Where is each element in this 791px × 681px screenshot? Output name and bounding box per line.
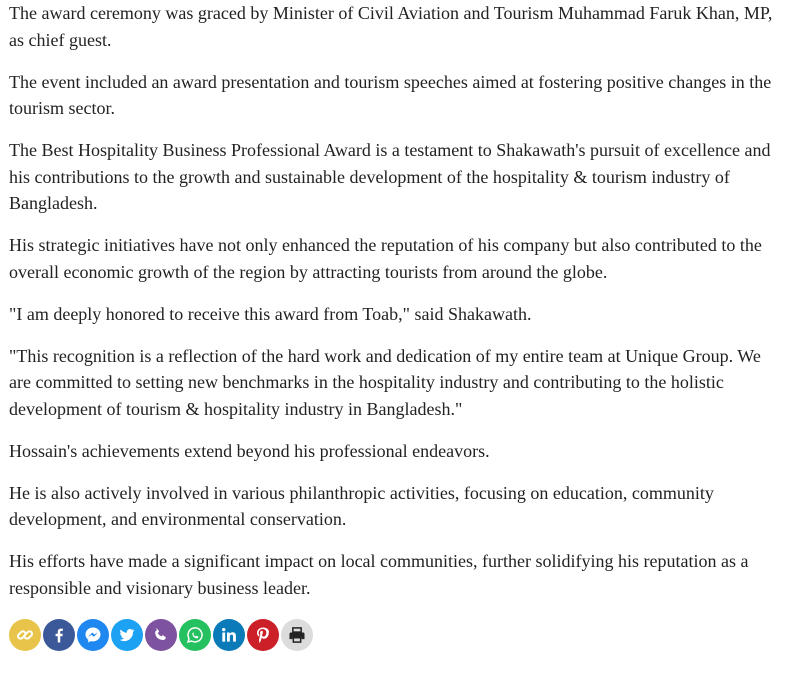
share-whatsapp-button[interactable] (179, 619, 211, 651)
share-bar (9, 618, 313, 652)
article-paragraph: The award ceremony was graced by Minister of Civil Aviation and Tourism Muhammad Faruk Khan, MP, as chief guest. (9, 3, 773, 50)
share-pinterest-button[interactable] (247, 619, 279, 651)
linkedin-icon (219, 625, 239, 645)
messenger-icon (83, 625, 103, 645)
article-paragraph: The event included an award presentation and tourism speeches aimed at fostering positive changes in the tourism sector. (9, 71, 772, 118)
pinterest-icon (253, 625, 273, 645)
print-button[interactable] (281, 619, 313, 651)
share-facebook-button[interactable] (43, 619, 75, 651)
facebook-icon (49, 625, 69, 645)
share-twitter-button[interactable] (111, 619, 143, 651)
share-messenger-button[interactable] (77, 619, 109, 651)
share-linkedin-button[interactable] (213, 619, 245, 651)
copy-link-button[interactable] (9, 619, 41, 651)
whatsapp-icon (185, 625, 205, 645)
share-viber-button[interactable] (145, 619, 177, 651)
article-paragraph: His efforts have made a significant impact on local communities, further solidifying his reputation as a responsible and visionary business leader. (9, 551, 749, 598)
article-paragraph: "This recognition is a reflection of the hard work and dedication of my entire team at Unique Group. We are committed to setting new benchmarks in the hospitality industry and contributing to the holistic development of tourism & hospitality industry in Bangladesh." (9, 345, 761, 419)
article-paragraph: His strategic initiatives have not only enhanced the reputation of his company but also contributed to the overall economic growth of the region by attracting tourists from around the globe. (9, 235, 762, 282)
article-paragraph: "I am deeply honored to receive this award from Toab," said Shakawath. (9, 303, 532, 324)
article-paragraph: Hossain's achievements extend beyond his professional endeavors. (9, 440, 490, 461)
article-paragraph: The Best Hospitality Business Professional Award is a testament to Shakawath's pursuit of excellence and his contributions to the growth and sustainable development of the hospitality & tourism industry of Bangladesh. (9, 140, 771, 213)
twitter-icon (117, 625, 137, 645)
link-icon (15, 625, 35, 645)
print-icon (287, 625, 307, 645)
viber-icon (151, 625, 171, 645)
article-paragraph: He is also actively involved in various philanthropic activities, focusing on education, community development, and environmental conservation. (9, 482, 714, 529)
article-body (9, 0, 784, 617)
